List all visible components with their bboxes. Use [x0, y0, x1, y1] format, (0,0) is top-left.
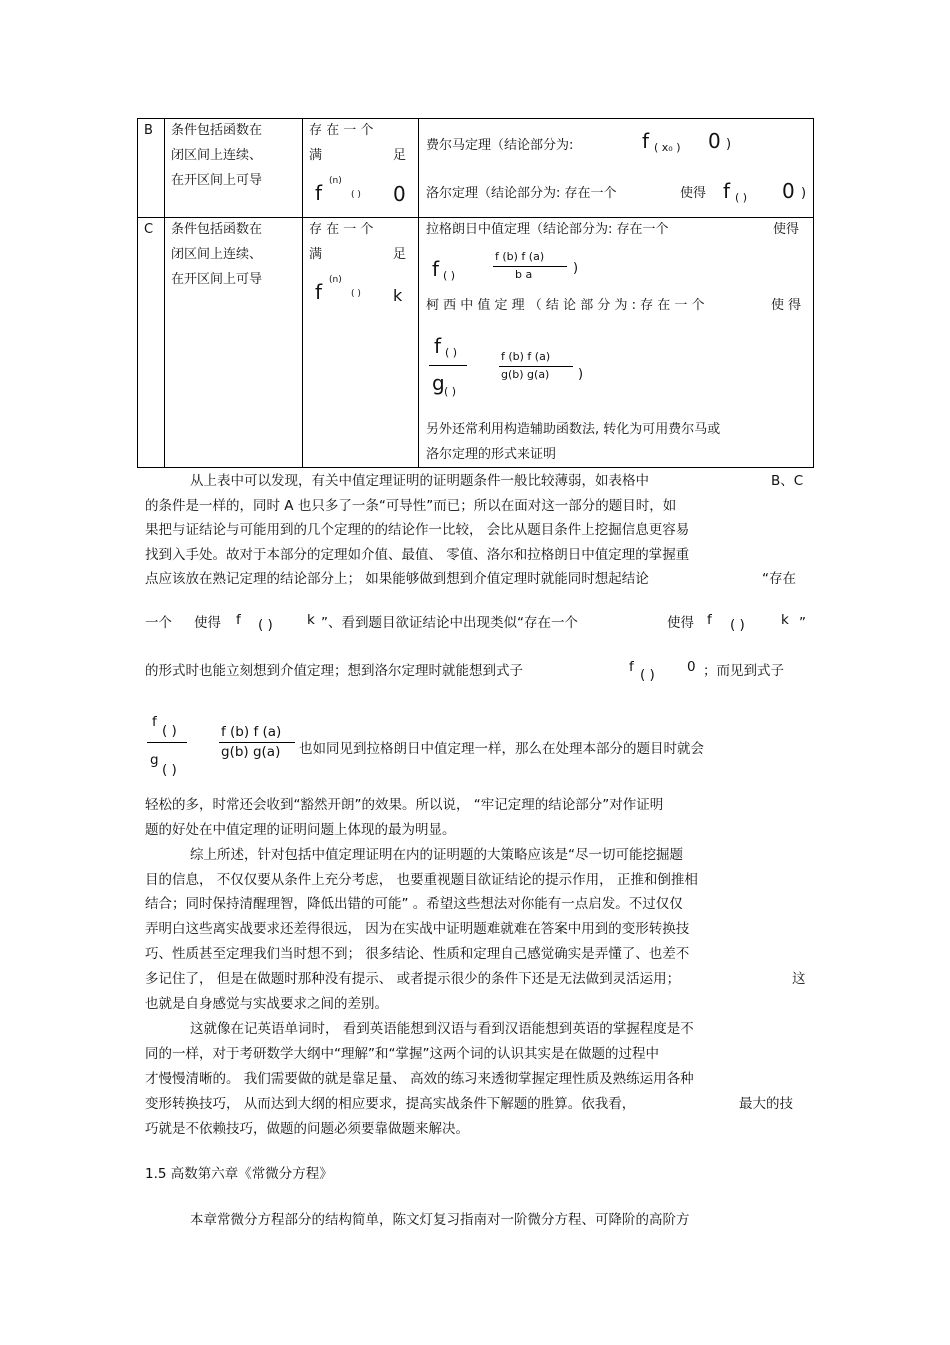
fermat-value: 0	[708, 129, 721, 153]
rolle-close: )	[801, 186, 807, 201]
row-c-req-value: k	[393, 286, 403, 305]
p4-line2: 同的一样，对于考研数学大纲中“理解”和“掌握”这两个词的认识其实是在做题的过程中	[145, 1046, 659, 1062]
row-b-req-line1: 存 在 一 个	[309, 123, 374, 138]
p1-line5-tail: “存在	[762, 571, 796, 587]
row-b-condition-1: 条件包括函数在	[171, 123, 263, 138]
p4-line4: 变形转换技巧， 从而达到大纲的相应要求，提高实战条件下解题的胜算。依我看，	[145, 1096, 636, 1112]
rolle-value: 0	[782, 179, 795, 203]
p1-line1: 从上表中可以发现，有关中值定理证明的证明题条件一般比较薄弱，如表格中	[190, 473, 649, 489]
p3-line3: 结合；同时保持清醒理智，降低出错的可能” 。希望这些想法对你能有一点启发。不过仅仅	[145, 896, 683, 912]
f3-num: f (b) f (a)	[221, 724, 282, 740]
cauchy-top-fn: f	[434, 334, 442, 358]
cauchy-top-arg: ( )	[445, 346, 458, 359]
cauchy-mid: 使 得	[771, 298, 802, 313]
p2-line1: 轻松的多，时常还会收到“豁然开朗”的效果。所以说， “牢记定理的结论部分”对作证明	[145, 797, 664, 813]
row-c-condition-1: 条件包括函数在	[171, 222, 263, 237]
lagrange-arg: ( )	[443, 269, 456, 282]
p1-line1-tail: B、C	[771, 473, 804, 489]
cauchy-den: g(b) g(a)	[501, 368, 550, 381]
fermat-arg: ( x₀ )	[654, 141, 681, 154]
p4-line3: 才慢慢清晰的。 我们需要做的就是靠足量、 高效的练习来透彻掌握定理性质及熟练运用各种	[145, 1071, 694, 1087]
row-b-condition-3: 在开区间上可导	[171, 173, 263, 188]
f3-bot-arg: ( )	[162, 762, 177, 778]
row-b-req-fn: f	[315, 181, 323, 205]
f2-arg: ( )	[640, 667, 655, 683]
theorem-table	[137, 118, 814, 468]
f1-fn2: f	[707, 612, 712, 628]
p4-line4-tail: 最大的技	[739, 1096, 793, 1112]
f1-c: ”、看到题目欲证结论中出现类似“存在一个	[321, 615, 578, 631]
lagrange-text: 拉格朗日中值定理（结论部分为: 存在一个	[426, 222, 669, 237]
f3-den: g(b) g(a)	[221, 744, 281, 760]
f3-top-arg: ( )	[162, 723, 177, 739]
f1-k: k	[307, 612, 315, 628]
fermat-text: 费尔马定理（结论部分为:	[426, 138, 574, 153]
f1-b: 使得	[194, 615, 221, 631]
cauchy-num: f (b) f (a)	[501, 350, 551, 363]
f2-fn: f	[629, 659, 634, 675]
lagrange-den: b a	[515, 268, 533, 281]
cauchy-text: 柯 西 中 值 定 理 （ 结 论 部 分 为 : 存 在 一 个	[426, 298, 705, 313]
f2-a: 的形式时也能立刻想到介值定理；想到洛尔定理时就能想到式子	[145, 663, 523, 679]
p1-line4: 找到入手处。故对于本部分的定理如介值、最值、 零值、洛尔和拉格朗日中值定理的掌握重	[145, 547, 690, 563]
row-c-condition-3: 在开区间上可导	[171, 272, 263, 287]
f1-fn: f	[236, 612, 241, 628]
row-b-condition-2: 闭区间上连续、	[171, 148, 263, 163]
rolle-arg: ( )	[735, 191, 748, 204]
rolle-text: 洛尔定理（结论部分为: 存在一个	[426, 186, 617, 201]
lagrange-fn: f	[432, 257, 440, 281]
p1-line2: 的条件是一样的，同时 A 也只多了一条“可导性”而已；所以在面对这一部分的题目时，如	[145, 498, 677, 514]
extra-note-2: 洛尔定理的形式来证明	[426, 447, 557, 462]
p3-line1: 综上所述，针对包括中值定理证明在内的证明题的大策略应该是“尽一切可能挖掘题	[190, 847, 683, 863]
row-b-req-value: 0	[393, 182, 406, 206]
lagrange-close: )	[573, 261, 579, 276]
extra-note-1: 另外还常利用构造辅助函数法, 转化为可用费尔马或	[426, 422, 721, 437]
row-b-req-word1: 满	[309, 148, 323, 163]
cauchy-bot-arg: ( )	[444, 385, 457, 398]
f3-bot-fn: g	[150, 752, 159, 768]
row-b-label: B	[144, 123, 153, 138]
f1-arg: ( )	[258, 617, 273, 633]
f1-d: 使得	[667, 615, 694, 631]
row-c-req-word1: 满	[309, 247, 323, 262]
p2-line2: 题的好处在中值定理的证明问题上体现的最为明显。	[145, 822, 456, 838]
fermat-close: )	[726, 137, 732, 152]
f3-text: 也如同见到拉格朗日中值定理一样，那么在处理本部分的题目时就会	[299, 741, 704, 757]
p3-line5: 巧、性质甚至定理我们当时想不到； 很多结论、性质和定理自己感觉确实是弄懂了、也差不	[145, 946, 690, 962]
p1-line3: 果把与证结论与可能用到的几个定理的的结论作一比较， 会比从题目条件上挖掘信息更容易	[145, 522, 690, 538]
p4-line1: 这就像在记英语单词时， 看到英语能想到汉语与看到汉语能想到英语的掌握程度是不	[190, 1021, 694, 1037]
row-c-req-arg: ( )	[351, 289, 361, 299]
lagrange-num: f (b) f (a)	[495, 250, 545, 263]
p3-line6-tail: 这	[792, 971, 806, 987]
f1-k2: k	[781, 612, 789, 628]
rolle-fn: f	[723, 179, 731, 203]
row-b-req-word2: 足	[393, 148, 407, 163]
f1-e: ”	[799, 615, 806, 631]
row-c-req-sup: (n)	[329, 275, 342, 285]
p4-line5: 巧就是不依赖技巧，做题的问题必须要靠做题来解决。	[145, 1121, 469, 1137]
f1-arg2: ( )	[730, 617, 745, 633]
fermat-fn: f	[642, 129, 650, 153]
lagrange-mid: 使得	[773, 222, 800, 237]
row-c-req-fn: f	[315, 280, 323, 304]
p3-line7: 也就是自身感觉与实战要求之间的差别。	[145, 996, 388, 1012]
row-b-req-arg: ( )	[351, 190, 361, 200]
row-c-condition-2: 闭区间上连续、	[171, 247, 263, 262]
f3-top-fn: f	[152, 714, 157, 730]
cauchy-close: )	[578, 367, 584, 382]
row-c-req-word2: 足	[393, 247, 407, 262]
row-c-label: C	[144, 222, 154, 237]
f1-a: 一个	[145, 615, 172, 631]
f2-b: ；而见到式子	[703, 663, 784, 679]
row-b-req-sup: (n)	[329, 176, 342, 186]
p1-line5: 点应该放在熟记定理的结论部分上； 如果能够做到想到介值定理时就能同时想起结论	[145, 571, 649, 587]
section-heading: 1.5 高数第六章《常微分方程》	[145, 1166, 333, 1182]
row-c-req-line1: 存 在 一 个	[309, 222, 374, 237]
rolle-mid: 使得	[680, 186, 707, 201]
f2-zero: 0	[687, 659, 696, 675]
p3-line4: 弄明白这些离实战要求还差得很远， 因为在实战中证明题难就难在答案中用到的变形转换技	[145, 921, 690, 937]
p3-line2: 目的信息， 不仅仅要从条件上充分考虑， 也要重视题目欲证结论的提示作用， 正推和倒推相	[145, 872, 698, 888]
p3-line6: 多记住了， 但是在做题时那种没有提示、 或者提示很少的条件下还是无法做到灵活运用；	[145, 971, 681, 987]
p5-line1: 本章常微分方程部分的结构简单，陈文灯复习指南对一阶微分方程、可降阶的高阶方	[190, 1212, 690, 1228]
cauchy-bot-fn: g	[432, 371, 445, 395]
